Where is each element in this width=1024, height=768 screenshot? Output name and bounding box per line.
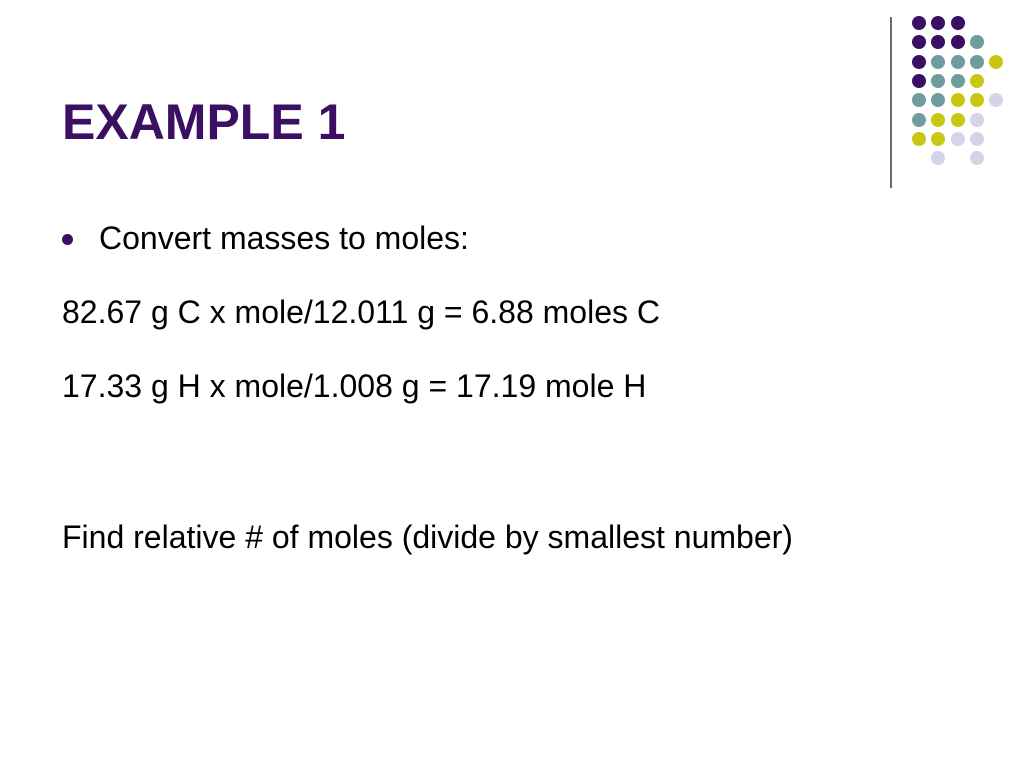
decorative-dot-teal xyxy=(970,55,984,69)
decorative-dot-lavender xyxy=(931,151,945,165)
decorative-dot-yellow xyxy=(931,113,945,127)
calculation-line-hydrogen: 17.33 g H x mole/1.008 g = 17.19 mole H xyxy=(62,368,647,404)
calculation-line-carbon: 82.67 g C x mole/12.011 g = 6.88 moles C xyxy=(62,294,660,330)
decorative-dot-teal xyxy=(951,55,965,69)
decorative-dot-teal xyxy=(931,55,945,69)
decorative-dot-yellow xyxy=(970,74,984,88)
bullet-dot-icon xyxy=(62,234,73,245)
decorative-dot-purple xyxy=(951,16,965,30)
decorative-dot-teal xyxy=(951,74,965,88)
decorative-dot-yellow xyxy=(989,55,1003,69)
decorative-dot-lavender xyxy=(989,93,1003,107)
decorative-dot-purple xyxy=(912,74,926,88)
decorative-dot-teal xyxy=(931,74,945,88)
decorative-dot-purple xyxy=(931,16,945,30)
slide-title: EXAMPLE 1 xyxy=(62,94,346,150)
decorative-dot-lavender xyxy=(970,113,984,127)
decorative-dot-teal xyxy=(931,93,945,107)
decorative-dot-yellow xyxy=(912,132,926,146)
bullet-text: Convert masses to moles: xyxy=(99,220,469,256)
decorative-dot-yellow xyxy=(951,113,965,127)
instruction-line: Find relative # of moles (divide by smallest number) xyxy=(62,519,793,555)
decorative-dot-purple xyxy=(951,35,965,49)
vertical-divider xyxy=(890,17,892,188)
decorative-dot-lavender xyxy=(951,132,965,146)
decorative-dot-purple xyxy=(931,35,945,49)
decorative-dot-purple xyxy=(912,35,926,49)
decorative-dot-yellow xyxy=(970,93,984,107)
decorative-dot-yellow xyxy=(931,132,945,146)
decorative-dot-teal xyxy=(912,93,926,107)
decorative-dot-purple xyxy=(912,16,926,30)
decorative-dot-yellow xyxy=(951,93,965,107)
decorative-dot-lavender xyxy=(970,151,984,165)
bullet-item xyxy=(62,216,469,260)
decorative-dot-teal xyxy=(912,113,926,127)
decorative-dot-lavender xyxy=(970,132,984,146)
decorative-dot-purple xyxy=(912,55,926,69)
decorative-dot-teal xyxy=(970,35,984,49)
